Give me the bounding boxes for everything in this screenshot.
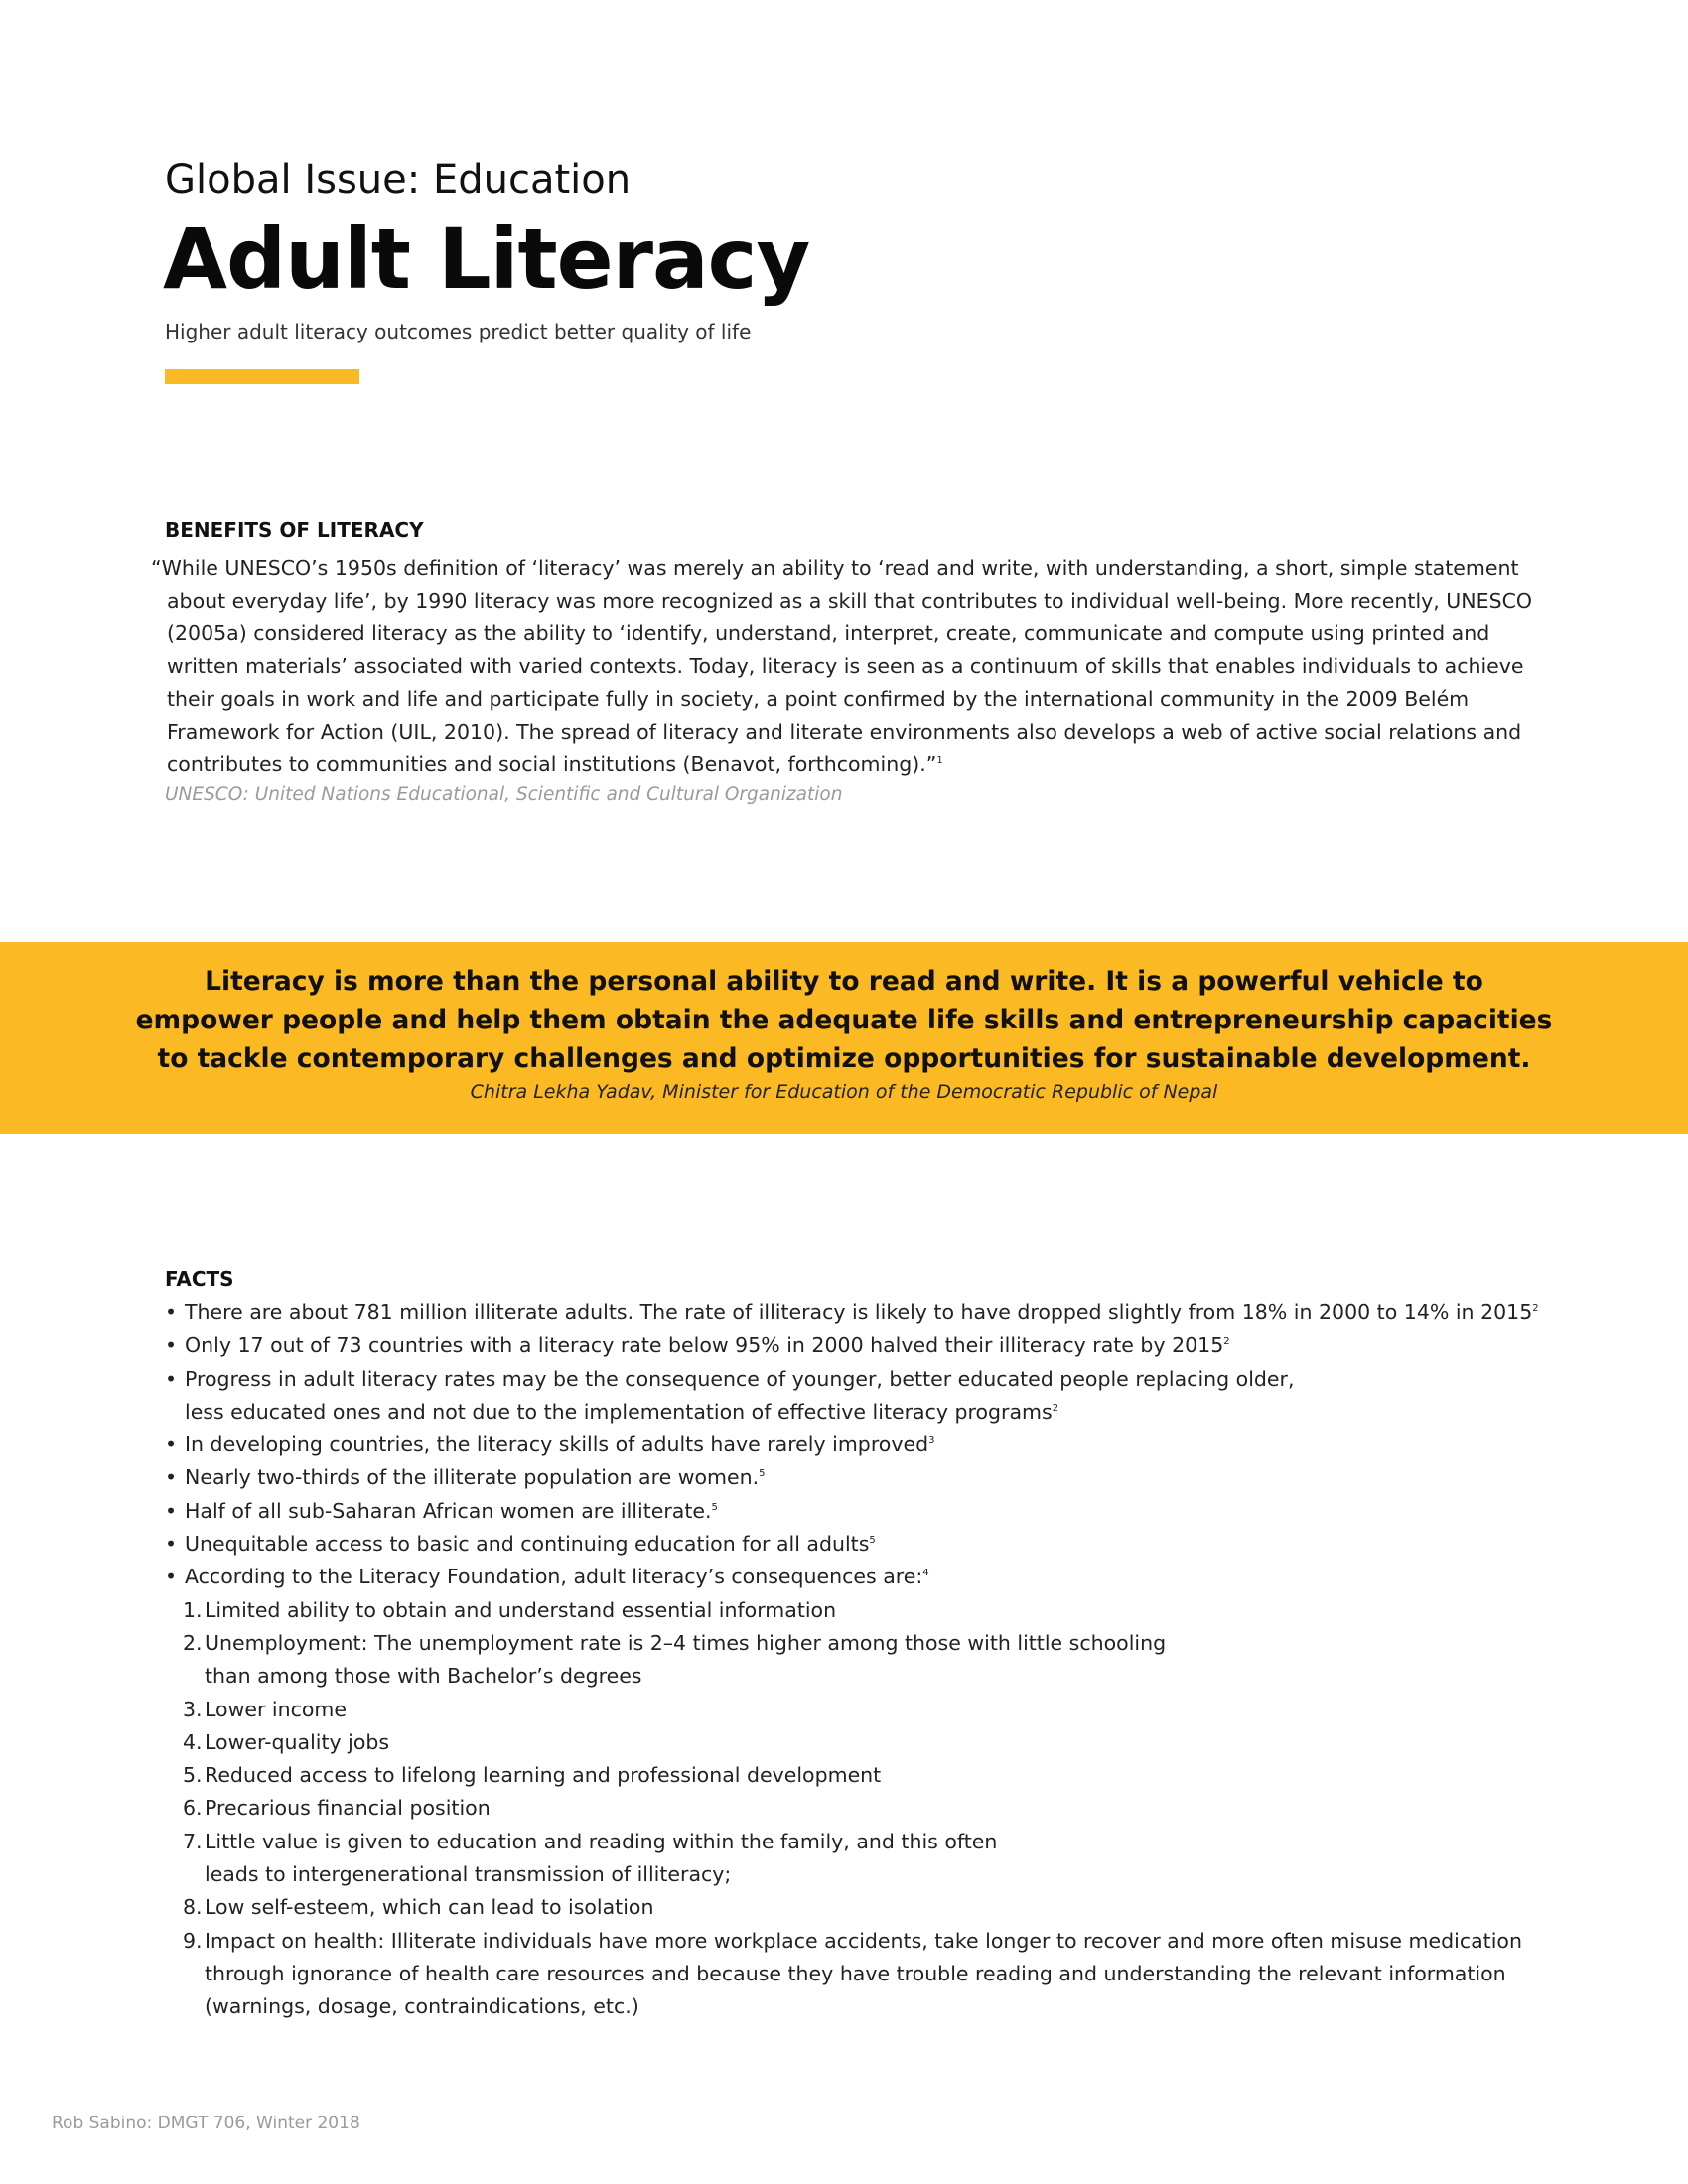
- fact-line-text: According to the Literacy Foundation, adult literacy’s consequences are:: [185, 1565, 923, 1589]
- footnote-ref: 4: [922, 1568, 929, 1579]
- consequence-number: 1.: [183, 1597, 203, 1622]
- consequence-item: [165, 1826, 1555, 1892]
- fact-line: [185, 1461, 1555, 1494]
- consequence-number: 9.: [183, 1928, 203, 1953]
- fact-bullet: [165, 1495, 1555, 1528]
- fact-line-text: Only 17 out of 73 countries with a literacy rate below 95% in 2000 halved their illiteracy rate by 2015: [185, 1333, 1224, 1358]
- footnote-ref: 2: [1052, 1403, 1059, 1415]
- consequence-line: leads to intergenerational transmission of illiteracy;: [205, 1862, 732, 1887]
- consequence-line: Reduced access to lifelong learning and professional development: [205, 1763, 882, 1788]
- fact-bullet: [165, 1561, 1555, 1593]
- accent-rule: [165, 369, 359, 384]
- fact-line: [185, 1297, 1555, 1329]
- fact-line-text: Unequitable access to basic and continuing education for all adults: [185, 1532, 870, 1557]
- consequence-item: [165, 1726, 1555, 1759]
- consequence-item: [165, 1891, 1555, 1924]
- fact-bullet: [165, 1461, 1555, 1494]
- consequence-item: [165, 1925, 1555, 2024]
- consequence-line: Lower-quality jobs: [205, 1729, 390, 1754]
- quote-line: Framework for Action (UIL, 2010). The spread of literacy and literate environments also develops a web of active social relations and: [167, 720, 1522, 744]
- quote-line-text: contributes to communities and social institutions (Benavot, forthcoming).”: [167, 752, 937, 776]
- fact-line: [185, 1495, 1555, 1528]
- benefits-quote: [151, 552, 1533, 781]
- footnote-ref: 5: [711, 1501, 718, 1513]
- fact-line-text: Nearly two-thirds of the illiterate population are women.: [185, 1465, 760, 1490]
- section-kicker: Global Issue: Education: [165, 157, 632, 203]
- fact-bullet: [165, 1297, 1555, 1329]
- page-subtitle: Higher adult literacy outcomes predict better quality of life: [165, 320, 752, 343]
- consequence-line: Low self-esteem, which can lead to isolation: [205, 1895, 654, 1920]
- fact-line-text: In developing countries, the literacy skills of adults have rarely improved: [185, 1433, 929, 1457]
- consequence-line: Unemployment: The unemployment rate is 2–4 times higher among those with little schooling: [205, 1630, 1167, 1655]
- quote-line-last: [159, 749, 1524, 781]
- quote-line: about everyday life’, by 1990 literacy was more recognized as a skill that contributes to individual well-being. More recently, UNESCO: [167, 589, 1533, 613]
- footnote-ref: 5: [759, 1468, 766, 1480]
- footnote-ref: 5: [869, 1535, 876, 1547]
- consequence-item: [165, 1627, 1555, 1694]
- benefits-heading: BENEFITS OF LITERACY: [165, 518, 424, 542]
- consequence-number: 3.: [183, 1697, 203, 1721]
- consequence-line: Lower income: [205, 1697, 348, 1721]
- consequence-line: Little value is given to education and reading within the family, and this often: [205, 1829, 998, 1853]
- consequence-item: [165, 1759, 1555, 1792]
- pullquote-citation: Chitra Lekha Yadav, Minister for Education of the Democratic Republic of Nepal: [470, 1081, 1218, 1103]
- consequence-number: 7.: [183, 1829, 203, 1853]
- fact-line-text: There are about 781 million illiterate adults. The rate of illiteracy is likely to have dropped slightly from 18% in 2000 to 14% in 2015: [185, 1300, 1533, 1324]
- fact-line-text: Half of all sub-Saharan African women are illiterate.: [185, 1498, 712, 1523]
- pullquote-line: empower people and help them obtain the adequate life skills and entrepreneurship capacities: [135, 1005, 1553, 1035]
- fact-bullet: [165, 1528, 1555, 1561]
- footnote-ref: 3: [928, 1435, 935, 1447]
- pullquote-band: [0, 942, 1688, 1134]
- fact-line: [185, 1561, 1555, 1593]
- fact-line-text: less educated ones and not due to the implementation of effective literacy programs: [185, 1399, 1053, 1424]
- footnote-ref: 2: [1532, 1303, 1539, 1315]
- page-title: Adult Literacy: [163, 210, 810, 308]
- consequence-number: 4.: [183, 1729, 203, 1754]
- pullquote-line: Literacy is more than the personal ability to read and write. It is a powerful vehicle to: [205, 966, 1483, 997]
- fact-line: [185, 1329, 1555, 1362]
- pullquote-line: to tackle contemporary challenges and optimize opportunities for sustainable development.: [157, 1043, 1531, 1074]
- quote-line: (2005a) considered literacy as the ability to ‘identify, understand, interpret, create, communicate and compute using printed and: [167, 621, 1490, 645]
- fact-line: [185, 1528, 1555, 1561]
- consequence-line: Impact on health: Illiterate individuals have more workplace accidents, take longer to recover and more often misuse medication: [205, 1928, 1522, 1953]
- facts-list: [165, 1297, 1555, 2024]
- consequence-number: 6.: [183, 1796, 203, 1821]
- consequence-line: through ignorance of health care resources and because they have trouble reading and understanding the relevant information: [205, 1961, 1506, 1985]
- consequence-number: 8.: [183, 1895, 203, 1920]
- consequence-item: [165, 1792, 1555, 1825]
- consequence-item: [165, 1694, 1555, 1726]
- fact-line: [185, 1396, 1555, 1429]
- fact-bullet: [165, 1329, 1555, 1362]
- footnote-ref: 1: [936, 755, 943, 767]
- consequence-line: (warnings, dosage, contraindications, etc.): [205, 1994, 639, 2019]
- quote-line: written materials’ associated with varied contexts. Today, literacy is seen as a continuum of skills that enables individuals to achieve: [167, 654, 1524, 678]
- fact-line: [185, 1429, 1555, 1461]
- fact-line: • Progress in adult literacy rates may be the consequence of younger, better educated people replacing older,: [185, 1366, 1295, 1391]
- consequence-line: Precarious financial position: [205, 1796, 491, 1821]
- fact-bullet: [165, 1363, 1555, 1430]
- pullquote-text: [0, 962, 1688, 1078]
- facts-heading: FACTS: [165, 1267, 234, 1291]
- consequence-item: [165, 1594, 1555, 1627]
- quote-line: “While UNESCO’s 1950s definition of ‘literacy’ was merely an ability to ‘read and write, with understanding, a short, simple statement: [151, 556, 1519, 580]
- page-footer: Rob Sabino: DMGT 706, Winter 2018: [52, 2114, 360, 2133]
- fact-bullet: [165, 1429, 1555, 1461]
- consequence-number: 2.: [183, 1630, 203, 1655]
- consequence-line: Limited ability to obtain and understand essential information: [205, 1597, 837, 1622]
- footnote-ref: 2: [1223, 1336, 1230, 1348]
- consequence-number: 5.: [183, 1763, 203, 1788]
- quote-line: their goals in work and life and participate fully in society, a point confirmed by the international community in the 2009 Belém: [167, 687, 1470, 711]
- consequence-line: than among those with Bachelor’s degrees: [205, 1664, 642, 1689]
- unesco-note: UNESCO: United Nations Educational, Scientific and Cultural Organization: [165, 784, 843, 805]
